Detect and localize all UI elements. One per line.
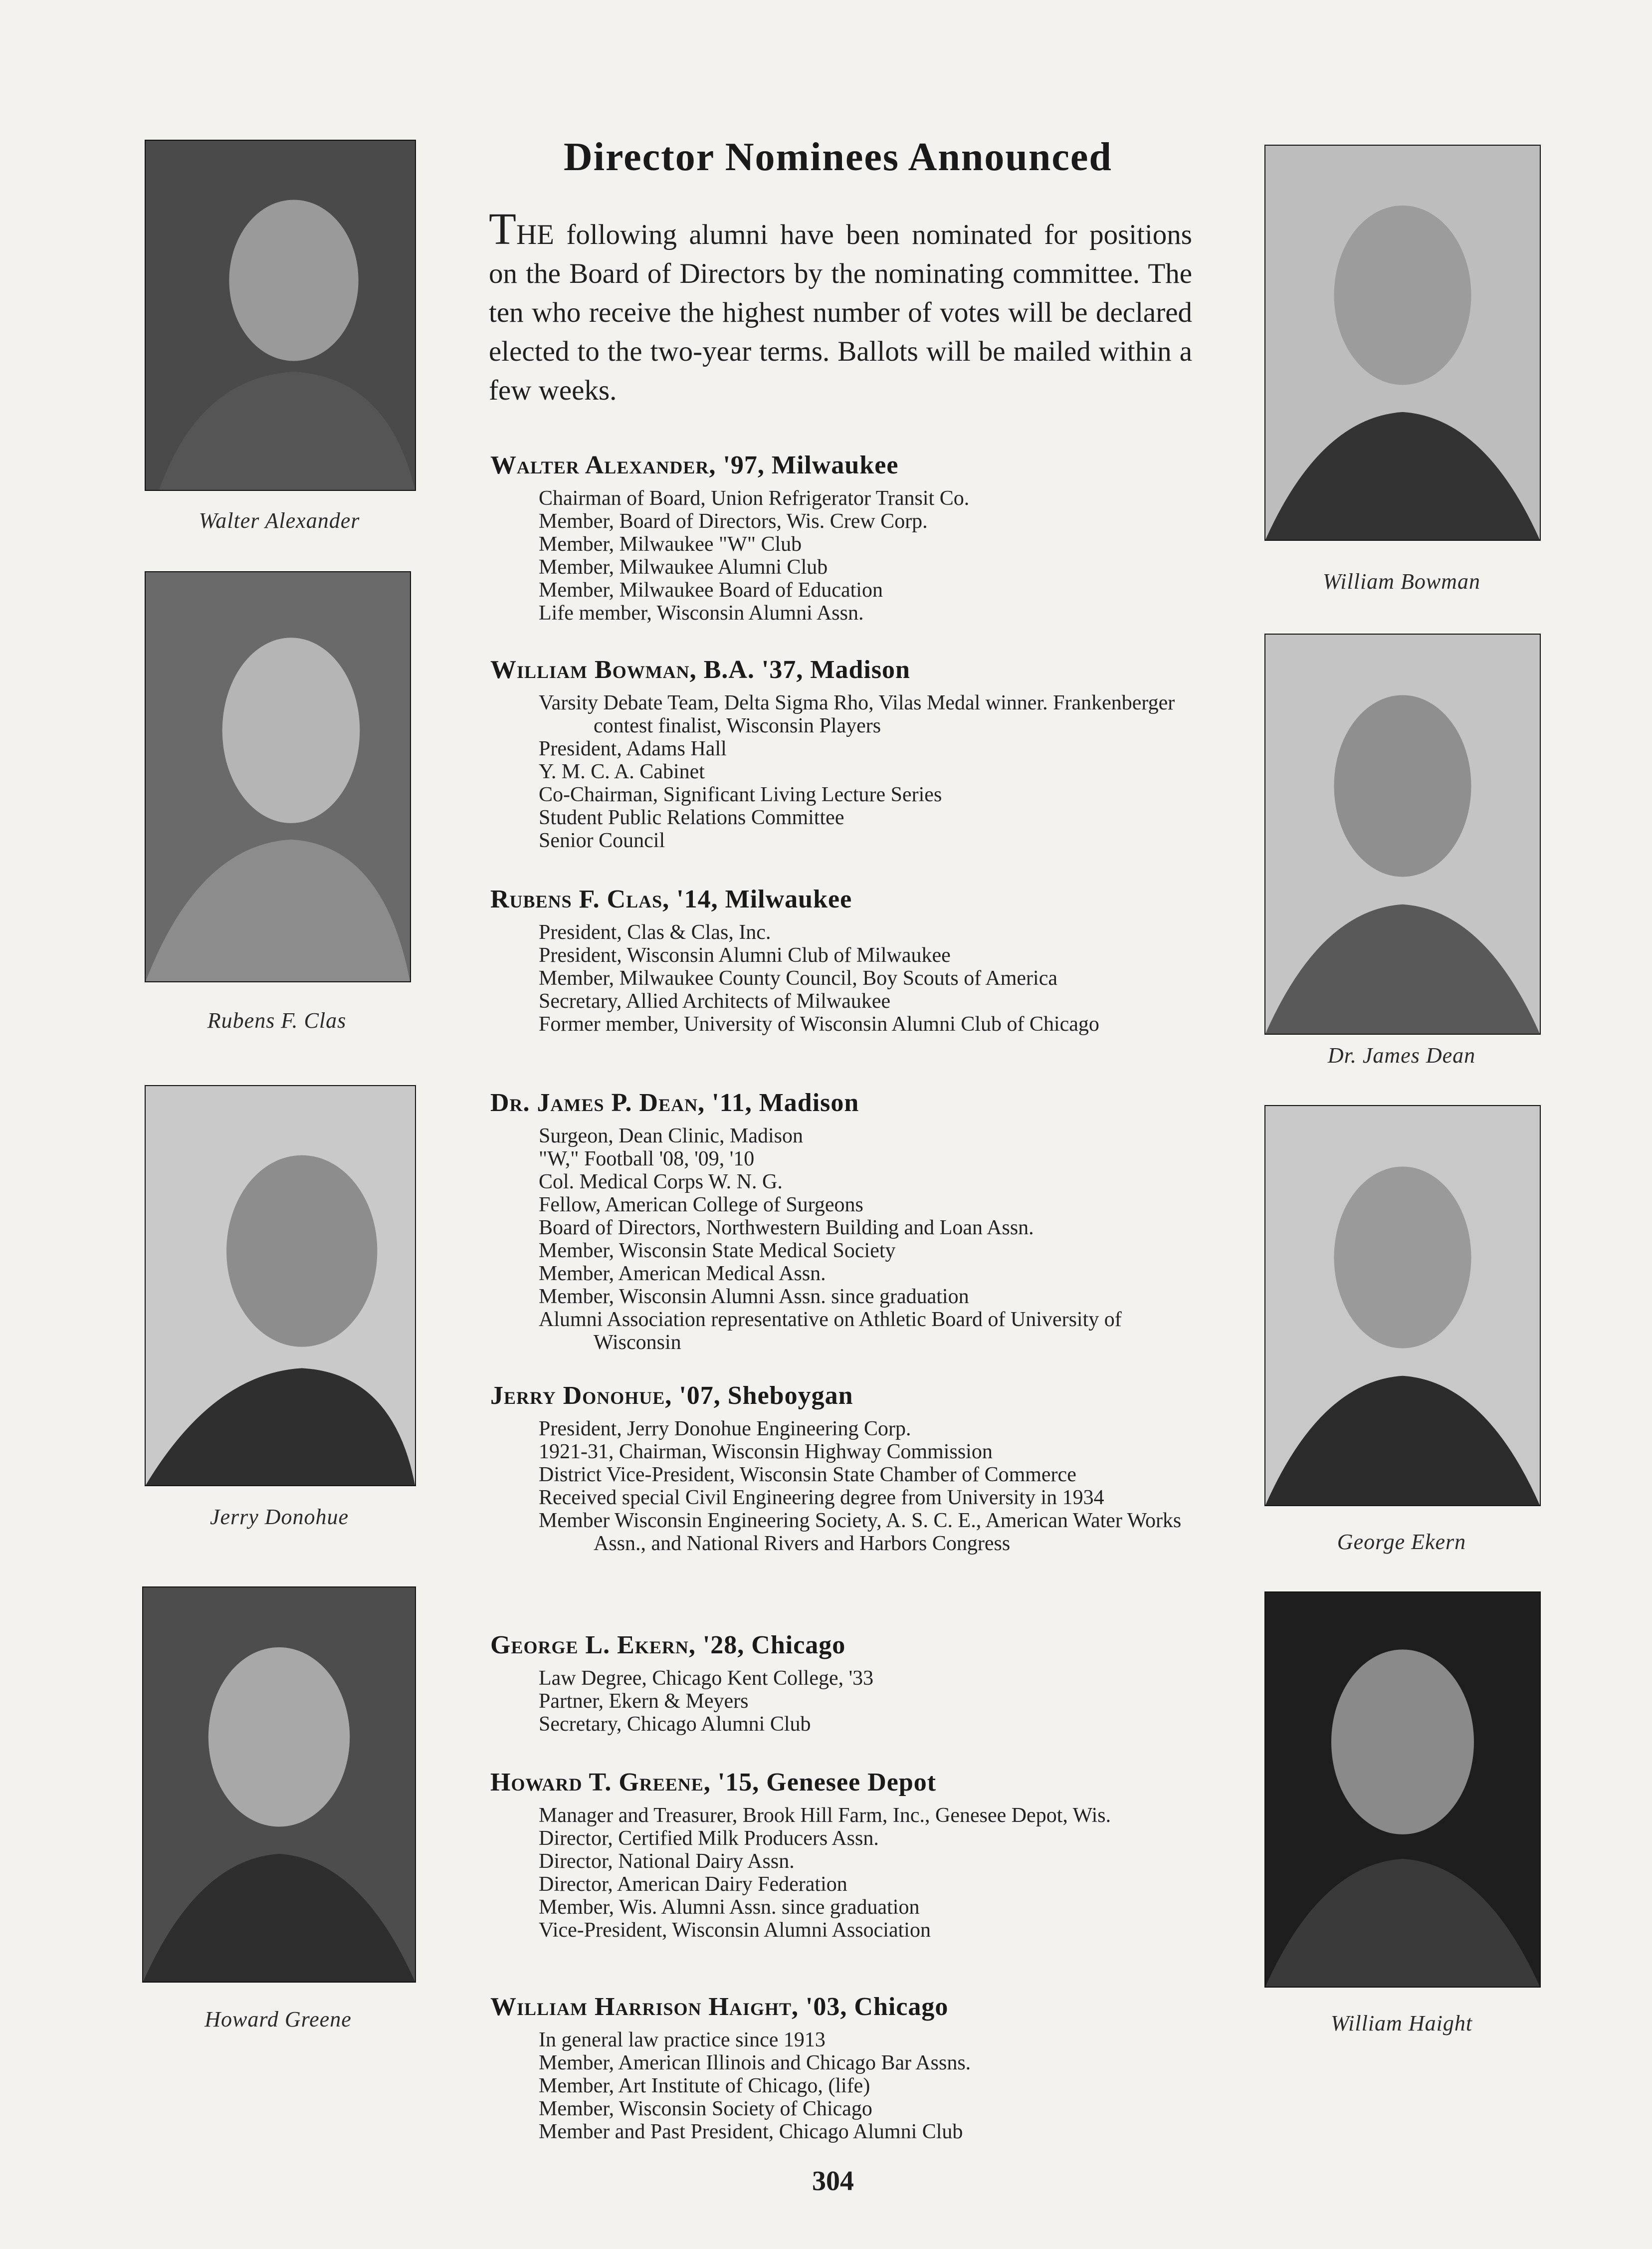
nominee-name: Dr. James P. Dean, — [490, 1089, 705, 1117]
photo-caption-haight: William Haight — [1330, 2011, 1473, 2035]
nominee-line: Col. Medical Corps W. N. G. — [539, 1170, 783, 1193]
nominee-line: Board of Directors, Northwestern Building and Loan Assn. — [539, 1216, 1034, 1239]
nominee-line: Received special Civil Engineering degree from University in 1934 — [539, 1486, 1104, 1509]
nominee-heading — [490, 1991, 1189, 2024]
photo-caption-donohue: Jerry Donohue — [209, 1505, 349, 1529]
nominee-line: Partner, Ekern & Meyers — [539, 1690, 749, 1713]
nominee-heading — [490, 1629, 1189, 1662]
nominee-name: George L. Ekern, — [490, 1631, 696, 1659]
nominee-heading — [490, 1087, 1189, 1120]
nominee-line: Vice-President, Wisconsin Alumni Association — [539, 1919, 931, 1942]
nominee-line: Student Public Relations Committee — [539, 806, 844, 829]
photo-caption-greene: Howard Greene — [205, 2007, 352, 2031]
portrait-photo-icon — [146, 141, 415, 490]
portrait-photo-icon — [1265, 146, 1540, 540]
nominee-heading — [490, 449, 1189, 482]
nominee-line: Member, Board of Directors, Wis. Crew Corp. — [539, 510, 928, 533]
nominee-line: Former member, University of Wisconsin Alumni Club of Chicago — [539, 1013, 1099, 1036]
nominee-detail: '11, Madison — [712, 1089, 859, 1117]
nominee-line: Member, Milwaukee Alumni Club — [539, 556, 828, 579]
nominee-line: Director, American Dairy Federation — [539, 1873, 847, 1896]
portrait-photo-haight — [1264, 1591, 1541, 1988]
nominee-detail: '14, Milwaukee — [676, 885, 852, 913]
portrait-photo-icon — [143, 1587, 415, 1982]
nominee-heading — [490, 1766, 1189, 1799]
portrait-photo-icon — [146, 572, 410, 981]
nominee-line: "W," Football '08, '09, '10 — [539, 1147, 755, 1170]
nominee-line: Manager and Treasurer, Brook Hill Farm, Inc., Genesee Depot, Wis. — [539, 1804, 1111, 1827]
nominee-line: Member, Milwaukee "W" Club — [539, 533, 802, 556]
nominee-detail: '97, Milwaukee — [723, 451, 899, 479]
article-title: Director Nominees Announced — [564, 135, 1112, 179]
nominee-entry — [490, 883, 1189, 1036]
nominee-line: Member, Milwaukee County Council, Boy Scouts of America — [539, 967, 1057, 990]
nominee-line: 1921-31, Chairman, Wisconsin Highway Commission — [539, 1440, 993, 1463]
nominee-line: Member, Wisconsin Alumni Assn. since graduation — [539, 1285, 969, 1308]
photo-caption-bowman: William Bowman — [1323, 569, 1480, 594]
nominee-line: Co-Chairman, Significant Living Lecture Series — [539, 783, 942, 806]
nominee-name: Jerry Donohue, — [490, 1381, 672, 1410]
portrait-photo-bowman — [1264, 145, 1541, 541]
nominee-entry — [490, 449, 1189, 625]
nominee-entry — [490, 1087, 1189, 1354]
nominee-name: William Bowman, — [490, 656, 697, 684]
nominee-line: Member, Wisconsin State Medical Society — [539, 1239, 896, 1262]
nominee-line: District Vice-President, Wisconsin State Chamber of Commerce — [539, 1463, 1076, 1486]
nominee-line: Director, Certified Milk Producers Assn. — [539, 1827, 879, 1850]
nominee-line: Member, Milwaukee Board of Education — [539, 579, 883, 602]
nominee-line: Member, American Medical Assn. — [539, 1262, 826, 1285]
nominee-line: Member, Wisconsin Society of Chicago — [539, 2097, 872, 2120]
nominee-line: Member, Art Institute of Chicago, (life) — [539, 2074, 870, 2097]
nominee-line: Secretary, Chicago Alumni Club — [539, 1713, 811, 1736]
nominee-line: Member, Wis. Alumni Assn. since graduation — [539, 1896, 920, 1919]
photo-caption-clas: Rubens F. Clas — [207, 1008, 347, 1033]
nominee-entry — [490, 654, 1189, 852]
nominee-name: Walter Alexander, — [490, 451, 716, 479]
article-intro — [489, 205, 1192, 410]
nominee-heading — [490, 654, 1189, 686]
nominee-line: Member, American Illinois and Chicago Bar Assns. — [539, 2051, 971, 2074]
nominee-line: Fellow, American College of Surgeons — [539, 1193, 863, 1216]
nominee-entry — [490, 1629, 1189, 1736]
portrait-photo-icon — [146, 1086, 415, 1485]
nominee-line: Senior Council — [539, 829, 665, 852]
nominee-line: Law Degree, Chicago Kent College, '33 — [539, 1667, 874, 1690]
nominee-line: President, Wisconsin Alumni Club of Milwaukee — [539, 944, 951, 967]
nominee-line: Alumni Association representative on Athletic Board of University of Wisconsin — [539, 1308, 1122, 1354]
nominee-line: Life member, Wisconsin Alumni Assn. — [539, 602, 864, 625]
portrait-photo-greene — [142, 1586, 416, 1983]
nominee-entry — [490, 1766, 1189, 1942]
portrait-photo-icon — [1265, 1592, 1540, 1987]
nominee-name: Rubens F. Clas, — [490, 885, 670, 913]
photo-caption-ekern: George Ekern — [1337, 1530, 1466, 1554]
nominee-line: Surgeon, Dean Clinic, Madison — [539, 1124, 804, 1147]
page-number: 304 — [812, 2166, 854, 2197]
nominee-detail: '07, Sheboygan — [679, 1381, 853, 1410]
nominee-name: Howard T. Greene, — [490, 1768, 711, 1797]
portrait-photo-icon — [1265, 1106, 1540, 1505]
nominee-detail: '15, Genesee Depot — [717, 1768, 937, 1797]
nominee-line: Director, National Dairy Assn. — [539, 1850, 795, 1873]
nominee-entry — [490, 1379, 1189, 1555]
portrait-photo-clas — [145, 571, 411, 982]
nominee-line: President, Jerry Donohue Engineering Corp. — [539, 1417, 911, 1440]
nominee-entry — [490, 1991, 1189, 2143]
nominee-detail: B.A. '37, Madison — [703, 656, 910, 684]
nominee-line: President, Clas & Clas, Inc. — [539, 921, 771, 944]
nominee-line: Member Wisconsin Engineering Society, A. S. C. E., American Water Works Assn., and National Rivers and Harbors Congress — [539, 1509, 1182, 1555]
intro-dropcap: T — [489, 205, 516, 254]
nominee-line: Member and Past President, Chicago Alumni Club — [539, 2120, 963, 2143]
portrait-photo-dean — [1264, 634, 1541, 1035]
nominee-line: In general law practice since 1913 — [539, 2028, 826, 2051]
nominee-line: Y. M. C. A. Cabinet — [539, 760, 705, 783]
nominee-line: Chairman of Board, Union Refrigerator Transit Co. — [539, 487, 970, 510]
nominee-heading — [490, 1379, 1189, 1412]
portrait-photo-donohue — [145, 1085, 416, 1486]
photo-caption-dean: Dr. James Dean — [1327, 1043, 1476, 1068]
nominee-detail: '28, Chicago — [702, 1631, 846, 1659]
nominee-line: Secretary, Allied Architects of Milwaukee — [539, 990, 891, 1013]
portrait-photo-icon — [1265, 635, 1540, 1034]
nominee-heading — [490, 883, 1189, 916]
photo-caption-alexander: Walter Alexander — [199, 508, 360, 533]
nominee-line: President, Adams Hall — [539, 737, 727, 760]
portrait-photo-ekern — [1264, 1105, 1541, 1506]
portrait-photo-alexander — [145, 140, 416, 491]
nominee-detail: '03, Chicago — [805, 1993, 949, 2021]
nominee-name: William Harrison Haight, — [490, 1993, 799, 2021]
nominee-line: Varsity Debate Team, Delta Sigma Rho, Vilas Medal winner. Frankenberger contest finalist, Wisconsin Players — [539, 691, 1175, 737]
intro-text: HE following alumni have been nominated for positions on the Board of Directors by the nominating committee. The ten who receive the highest number of votes will be declared elected to the two-year terms. Ballots will be mailed within a few weeks. — [489, 219, 1192, 406]
